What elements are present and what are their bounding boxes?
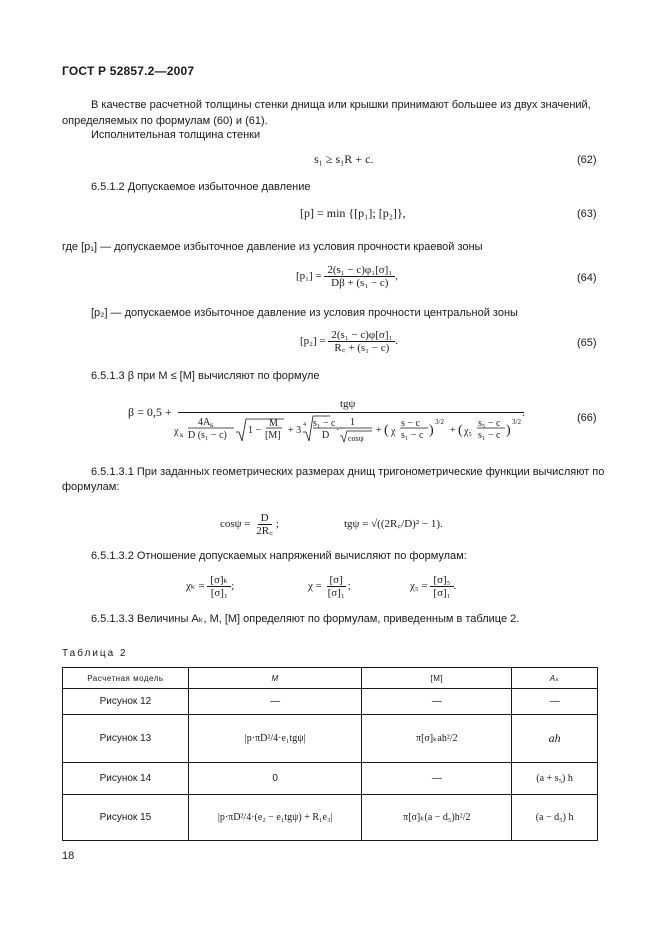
table-cell: Рисунок 13	[63, 715, 189, 763]
equation-punct: .	[522, 405, 525, 419]
paragraph-line: [p₂] — допускаемое избыточное давление из условия прочности центральной зоны	[91, 307, 518, 319]
page-number: 18	[62, 850, 75, 862]
svg-text:): )	[429, 423, 434, 438]
fraction	[207, 574, 231, 599]
svg-text:(: (	[458, 423, 463, 438]
svg-text:χ: χ	[391, 426, 396, 437]
svg-text:3/2: 3/2	[512, 418, 521, 426]
table-cell: ah	[512, 715, 598, 763]
table-row	[63, 689, 598, 715]
fraction-denominator: [σ]₁	[433, 587, 451, 599]
fraction-denominator: [σ]₁	[210, 587, 228, 599]
table-2	[62, 667, 598, 841]
table-row	[63, 715, 598, 763]
table-row	[63, 763, 598, 795]
fraction	[328, 329, 395, 354]
fraction	[325, 574, 348, 599]
table-cell: Рисунок 12	[63, 689, 189, 715]
table-cell: —	[362, 763, 512, 795]
svg-text:χ₅: χ₅	[464, 426, 472, 437]
fraction-denominator: [σ]₁	[327, 587, 345, 599]
table-cell: π[σ]ₖ(a − d₅)h²/2	[362, 795, 512, 841]
paragraph-line: Исполнительная толщина стенки	[91, 129, 261, 141]
svg-text:1 −: 1 −	[248, 425, 262, 436]
table-cell: Рисунок 15	[63, 795, 189, 841]
equation-cos: cosψ = $\frac{D}{2R꜀}$ ;	[220, 512, 279, 537]
fraction	[253, 512, 276, 537]
fraction-numerator: 2(s₁ − c)φ[σ]₁	[328, 329, 395, 342]
paragraph-line: формулам:	[62, 481, 120, 493]
table-cell: π[σ]ₖah²/2	[362, 715, 512, 763]
equation-lhs: χ₅ =	[410, 580, 428, 593]
equation-lhs: [p₁] =	[296, 270, 322, 283]
svg-text:·: ·	[336, 425, 340, 436]
equation-64: [p₁] = $\frac{\text{2(s₁ − c)φ₁[σ]₁}}{\text{Dβ + (s₁ − c)}}$ ,	[296, 264, 398, 289]
fraction-denominator: Dβ + (s₁ − c)	[331, 277, 389, 289]
fraction-denominator: 2R꜀	[256, 525, 273, 537]
table-title: Таблица 2	[62, 648, 128, 659]
fraction-numerator: 2(s₁ − c)φ₁[σ]₁	[324, 264, 395, 277]
svg-text:D: D	[322, 430, 330, 441]
equation-lhs: χ =	[308, 580, 322, 593]
equation-number: (64)	[577, 272, 597, 284]
equation-66-lhs: β = 0,5 +	[128, 405, 172, 419]
equation-lhs: cosψ =	[220, 518, 251, 531]
svg-text:): )	[506, 423, 511, 438]
table-cell: Рисунок 14	[63, 763, 189, 795]
equation-number: (63)	[577, 208, 597, 220]
fraction-denominator: R꜀ + (s₁ − c)	[334, 342, 390, 354]
svg-text:s₁ − c: s₁ − c	[313, 418, 336, 429]
svg-text:1: 1	[350, 417, 355, 428]
equation-65: [p₂] = $\frac{\text{2(s₁ − c)φ[σ]₁}}{\text{R꜀ + (s₁ − c)}}$ .	[300, 329, 399, 354]
table-row	[63, 795, 598, 841]
column-header: M	[188, 668, 362, 689]
equation-66-numerator: tgψ	[340, 398, 356, 410]
section-heading: 6.5.1.3 β при M ≤ [M] вычисляют по формуле	[91, 370, 320, 382]
svg-text:к: к	[210, 421, 214, 429]
table-cell: —	[512, 689, 598, 715]
table-header-row	[63, 668, 598, 689]
paragraph-line: определяемых по формулам (60) и (61).	[62, 115, 268, 127]
svg-text:cosψ: cosψ	[348, 434, 364, 443]
equation-number: (65)	[577, 337, 597, 349]
table-cell: —	[188, 689, 362, 715]
equation-lhs: χₖ =	[186, 580, 205, 593]
section-heading: 6.5.1.3.2 Отношение допускаемых напряжений вычисляют по формулам:	[91, 550, 467, 562]
equation-63: [p] = min {[p₁]; [p₂]},	[300, 206, 406, 220]
section-heading: 6.5.1.2 Допускаемое избыточное давление	[91, 181, 311, 193]
section-heading: 6.5.1.3.3 Величины Aₖ, M, [M] определяют по формулам, приведенным в таблице 2.	[91, 613, 520, 625]
fraction-bar	[178, 412, 524, 413]
svg-text:χ: χ	[174, 426, 179, 437]
equation-tg: tgψ = √((2R꜀/D)² − 1).	[344, 518, 443, 530]
svg-text:3/2: 3/2	[435, 418, 444, 426]
fraction-numerator: D	[258, 512, 272, 525]
table-cell: |p·πD²/4·(e₂ − e₁tgψ) + R₁e₃|	[188, 795, 362, 841]
svg-text:+: +	[450, 425, 456, 436]
svg-text:M: M	[269, 418, 278, 429]
column-header: Aₖ	[512, 668, 598, 689]
document-header: ГОСТ Р 52857.2—2007	[62, 64, 195, 78]
svg-text:s − c: s − c	[401, 418, 420, 429]
equation-number: (66)	[577, 412, 597, 424]
fraction	[430, 574, 453, 599]
equation-66-denominator	[172, 414, 528, 448]
equation-chi: χ = $\frac{[\sigma]}{\text{[σ]₁}}$ ;	[308, 574, 351, 599]
svg-text:[M]: [M]	[265, 430, 281, 441]
fraction-numerator: [σ]ₖ	[207, 574, 231, 587]
table-cell: (a + s₅) h	[512, 763, 598, 795]
svg-text:+ 3: + 3	[288, 425, 302, 436]
equation-62: s₁ ≥ s₁R + c.	[314, 152, 374, 166]
svg-text:D (s₁ − c): D (s₁ − c)	[188, 430, 227, 441]
table-cell: |p·πD²/4·e₁tgψ|	[188, 715, 362, 763]
svg-text:к: к	[180, 431, 184, 439]
svg-text:4A: 4A	[198, 417, 211, 428]
table-cell: (a − d₅) h	[512, 795, 598, 841]
table-cell: —	[362, 689, 512, 715]
svg-text:s₁ − c: s₁ − c	[478, 430, 501, 441]
svg-text:s₁ − c: s₁ − c	[401, 430, 424, 441]
paragraph-line: где [p₁] — допускаемое избыточное давление из условия прочности краевой зоны	[62, 241, 483, 253]
equation-chi5: χ₅ = $\frac{\text{[σ]₅}}{\text{[σ]₁}}$ .	[410, 574, 457, 599]
equation-chi-k: χₖ = $\frac{\text{[σ]ₖ}}{\text{[σ]₁}}$ ;	[186, 574, 235, 599]
svg-text:+: +	[376, 425, 382, 436]
fraction-numerator: [σ]	[327, 574, 346, 587]
paragraph-line: В качестве расчетной толщины стенки днища или крышки принимают большее из двух значений,	[91, 99, 591, 111]
column-header: Расчетная модель	[63, 668, 189, 689]
svg-text:s₅ − c: s₅ − c	[478, 418, 501, 429]
equation-lhs: [p₂] =	[300, 335, 326, 348]
paragraph-line: 6.5.1.3.1 При заданных геометрических размерах днищ тригонометрические функции вычисляют по	[91, 466, 605, 478]
column-header: [M]	[362, 668, 512, 689]
fraction	[324, 264, 395, 289]
svg-text:(: (	[384, 423, 389, 438]
equation-number: (62)	[577, 154, 597, 166]
svg-text:4: 4	[303, 422, 306, 428]
table-cell: 0	[188, 763, 362, 795]
fraction-numerator: [σ]₅	[430, 574, 453, 587]
